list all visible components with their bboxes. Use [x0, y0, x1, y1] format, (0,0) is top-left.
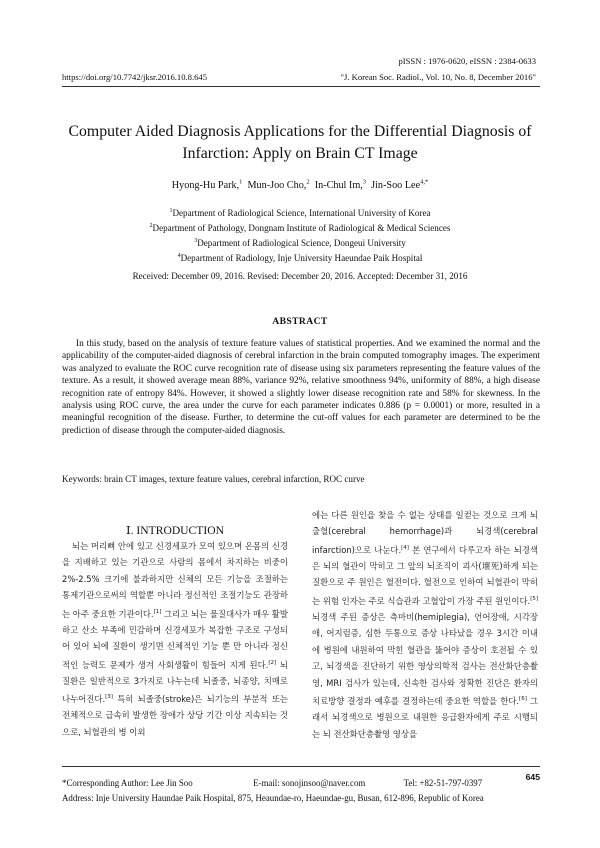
affiliation: $^3$Department of Radiological Science, Dongeui University	[194, 238, 406, 249]
citation-ref: [3]	[105, 694, 113, 701]
received-dates: Received: December 09, 2016. Revised: December 20, 2016. Accepted: December 31, 2016	[132, 271, 468, 281]
affiliation: $^1$Department of Radiological Science, International University of Korea	[169, 208, 431, 219]
citation-ref: [2]	[268, 659, 277, 666]
author: Mun-Joo Cho,$^2$	[247, 179, 310, 192]
paragraph-text: 그리고 뇌는 물질대사가 매우 활발하고 산소 부족에 민감하며 신경세포가 복잡한 구조로 구성되어 있어 뇌에 질환이 생기면 신체적인 기능 뿐 만 아니라 정신적인 능력도 문제가 생겨 사회생활이 힘들어 지게 된다.	[62, 608, 288, 670]
paragraph-text: 특히 뇌졸중(stroke)은 뇌기능의 부분적 또는 전체적으로 급속히 발생한 장애가 상당 기간 이상 지속되는 것으로, 뇌혈관의 병 이외	[62, 694, 288, 737]
citation-ref: [6]	[519, 696, 527, 703]
corresponding-info	[62, 778, 540, 788]
paragraph-text: 에는 다른 원인을 찾을 수 없는 상태를 일컫는 것으로 크게 뇌출혈(cerebral hemorrhage)과 뇌경색(cerebral infarction)으로 나눈다.	[312, 510, 538, 555]
journal-citation: "J. Korean Soc. Radiol., Vol. 10, No. 8, December 2016"	[340, 72, 536, 82]
paragraph-text: 뇌 질환은 일반적으로 3가지로 나누는데 뇌졸중, 뇌종양, 치매로 나누어진다.	[62, 659, 288, 705]
corresponding-author: *Corresponding Author: Lee Jin Soo	[62, 778, 193, 788]
footer-rule	[62, 766, 540, 767]
author-list	[40, 176, 560, 192]
keywords: Keywords: brain CT images, texture feature values, cerebral infarction, ROC curve	[62, 474, 365, 484]
intro-right-column	[312, 507, 538, 742]
author: Hyong-Hu Park,$^1$	[171, 179, 243, 192]
citation-ref: [4]	[401, 544, 409, 551]
title-line-2: Infarction: Apply on Brain CT Image	[182, 145, 418, 162]
citation-ref: [1]	[153, 608, 162, 615]
author: Jin-Soo Lee$^{4,*}$	[371, 179, 429, 192]
paper-title	[40, 121, 560, 165]
abstract-body: In this study, based on the analysis of texture feature values of statistical properties. And we examined the normal and the applicability of the computer-aided diagnosis of cerebral infarction in the brain computed tomography images. The experiment was analyzed to evaluate the ROC curve recognition rate of disease using six parameters representing the feature values of the texture. As a result, it showed average mean 88%, variance 92%, relative smoothness 94%, uniformity of 88%, a high disease recognition rate of entropy 84%. However, it showed a slightly lower disease recognition rate and 58% for skewness. In the analysis using ROC curve, the area under the curve for each parameter indicates 0.886 (p = 0.0001) or more, resulted in a meaningful recognition of the disease. Further, to determine the cut-off values for each parameter are determined to be the prediction of disease through the computer-aided diagnosis.	[62, 339, 540, 436]
paragraph-text: 뇌경색 주된 증상은 측마비(hemiplegia), 언어장애, 시각장애, 어지럼증, 심한 두통으로 증상 나타났을 경우 3시간 이내에 병원에 내원하여 막힌 혈관을 뚫어야 증상이 호전될 수 있고, 뇌경색을 진단하기 위한 영상의학적 검사는 전산화단층촬영, MRI 검사가 있는데, 신속한 검사와 정확한 진단은 환자의 치료방향 결정과 예후를 결정하는데 중요한 역할을 한다.	[312, 612, 538, 706]
author-phone: Tel: +82-51-797-0397	[403, 778, 483, 788]
citation-ref: [5]	[530, 595, 538, 602]
paragraph-text: 본 연구에서 다루고자 하는 뇌경색은 뇌의 혈관이 막히고 그 앞의 뇌조직이 괴사(壞死)하게 되는 질환으로 주 원인은 혈전이다. 혈전으로 인하여 뇌혈관이 막히는 위험 인자는 주로 식습관과 고혈압이 가장 주된 원인이다.	[312, 544, 538, 606]
affiliation: $^4$Department of Radiology, Inje University Haeundae Paik Hospital	[177, 253, 423, 264]
issn-line: pISSN : 1976-0620, eISSN : 2384-0633	[398, 56, 536, 66]
header-rule	[62, 86, 540, 87]
doi-link[interactable]: https://doi.org/10.7742/jksr.2016.10.8.645	[62, 72, 207, 82]
title-line-1: Computer Aided Diagnosis Applications for the Differential Diagnosis of	[68, 123, 532, 140]
author: In-Chul Im,$^3$	[314, 179, 367, 192]
affiliation: $^2$Department of Pathology, Dongnam Institute of Radiological & Medical Sciences	[149, 223, 451, 234]
intro-left-column	[62, 538, 288, 740]
paragraph-text: 뇌는 머리뼈 안에 있고 신경세포가 모여 있으며 온몸의 신경을 지배하고 있는 기관으로 사람의 몸에서 차지하는 비중이 2%-2.5% 크기에 불과하지만 신체의 모든 기능을 조절하는 통제기관으로써의 역할뿐 아니라 정신적인 조절기능도 관장하는 아주 중요한 기관이다.	[62, 541, 288, 619]
author-email[interactable]: E-mail: sonojinsoo@naver.com	[253, 778, 366, 788]
section-heading-introduction: Ⅰ. INTRODUCTION	[126, 524, 224, 537]
author-address: Address: Inje University Haundae Paik Hospital, 875, Heaundae-ro, Haeundae-gu, Busan, 612-896, Republic of Korea	[62, 793, 484, 803]
page-number: 645	[525, 772, 540, 782]
paragraph-text: 그래서 뇌경색으로 병원으로 내원한 응급환자에게 주로 시행되는 뇌 전산화단층촬영 영상을	[312, 695, 538, 739]
abstract-heading: ABSTRACT	[272, 316, 328, 327]
